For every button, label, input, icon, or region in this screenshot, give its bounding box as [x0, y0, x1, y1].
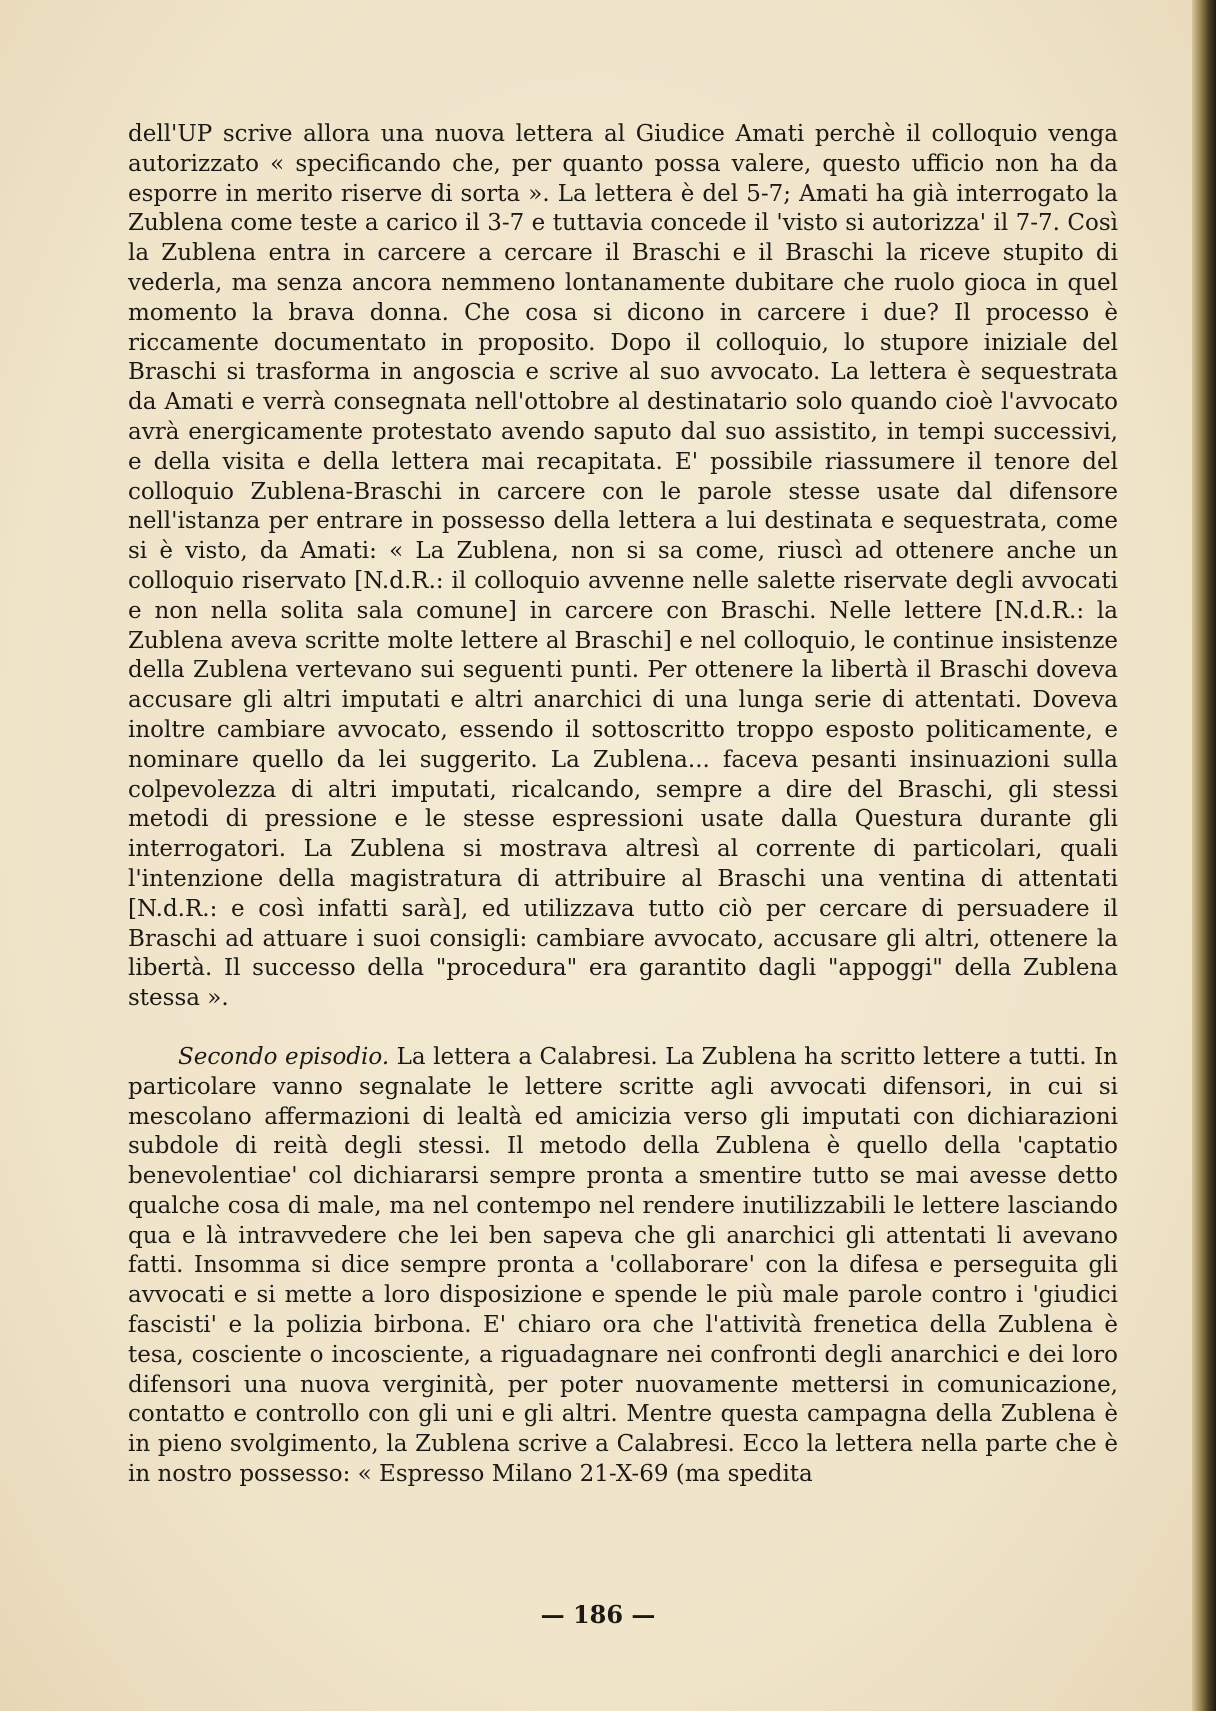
paragraph-2-text: La lettera a Calabresi. La Zublena ha scritto lettere a tutti. In particolare vanno segnalate le lettere scritte agli avvocati difensori, in cui si mescolano affermazioni di lealtà ed amicizia verso gli imputati con dichiarazioni subdole di reità degli stessi. Il metodo della Zublena è quello della 'captatio benevolentiae' col dichiararsi sempre pronta a smentire tutto se mai avesse detto qualche cosa di male, ma nel contempo nel rendere inutilizzabili le lettere lasciando qua e là intravvedere che lei ben sapeva che gli anarchici gli attentati li avevano fatti. Insomma si dice sempre pronta a 'collaborare' con la difesa e perseguita gli avvocati e si mette a loro disposizione e spende le più male parole contro i 'giudici fascisti' e la polizia birbona. E' chiaro ora che l'attività frenetica della Zublena è tesa, cosciente o incosciente, a riguadagnare nei confronti degli anarchici e dei loro difensori una nuova verginità, per poter nuovamente mettersi in comunicazione, contatto e controllo con gli uni e gli altri. Mentre questa campagna della Zublena è in pieno svolgimento, la Zublena scrive a Calabresi. Ecco la lettera nella parte che è in nostro possesso: « Espresso Milano 21-X-69 (ma spedita — [128, 1043, 1118, 1488]
paragraph-1 — [128, 120, 1118, 1014]
body-text — [128, 120, 1118, 1490]
paragraph-2 — [128, 1043, 1118, 1490]
paragraph-1-text: dell'UP scrive allora una nuova lettera al Giudice Amati perchè il colloquio venga autorizzato « specificando che, per quanto possa valere, questo ufficio non ha da esporre in merito riserve di sorta ». La lettera è del 5-7; Amati ha già interrogato la Zublena come teste a carico il 3-7 e tuttavia concede il 'visto si autorizza' il 7-7. Così la Zublena entra in carcere a cercare il Braschi e il Braschi la riceve stupito di vederla, ma senza ancora nemmeno lontanamente dubitare che ruolo gioca in quel momento la brava donna. Che cosa si dicono in carcere i due? Il processo è riccamente documentato in proposito. Dopo il colloquio, lo stupore iniziale del Braschi si trasforma in angoscia e scrive al suo avvocato. La lettera è sequestrata da Amati e verrà consegnata nell'ottobre al destinatario solo quando cioè l'avvocato avrà energicamente protestato avendo saputo dal suo assistito, in tempi successivi, e della visita e della lettera mai recapitata. E' possibile riassumere il tenore del colloquio Zublena-Braschi in carcere con le parole stesse usate dal difensore nell'istanza per entrare in possesso della lettera a lui destinata e sequestrata, come si è visto, da Amati: « La Zublena, non si sa come, riuscì ad ottenere anche un colloquio riservato [N.d.R.: il colloquio avvenne nelle salette riservate degli avvocati e non nella solita sala comune] in carcere con Braschi. Nelle lettere [N.d.R.: la Zublena aveva scritte molte lettere al Braschi] e nel colloquio, le continue insistenze della Zublena vertevano sui seguenti punti. Per ottenere la libertà il Braschi doveva accusare gli altri imputati e altri anarchici di una lunga serie di attentati. Doveva inoltre cambiare avvocato, essendo il sottoscritto troppo esposto politicamente, e nominare quello da lei suggerito. La Zublena... faceva pesanti insinuazioni sulla colpevolezza di altri imputati, ricalcando, sempre a dire del Braschi, gli stessi metodi di pressione e le stesse espressioni usate dalla Questura durante gli interrogatori. La Zublena si mostrava altresì al corrente di particolari, quali l'intenzione della magistratura di attribuire al Braschi una ventina di attentati [N.d.R.: e così infatti sarà], ed utilizzava tutto ciò per cercare di persuadere il Braschi ad attuare i suoi consigli: cambiare avvocato, accusare gli altri, ottenere la libertà. Il successo della "procedura" era garantito dagli "appoggi" della Zublena stessa ». — [128, 121, 1118, 1012]
page-number: — 186 — — [540, 1600, 656, 1629]
page-edge-shadow — [1192, 0, 1216, 1711]
paragraph-2-lead: Secondo episodio. — [178, 1043, 390, 1070]
